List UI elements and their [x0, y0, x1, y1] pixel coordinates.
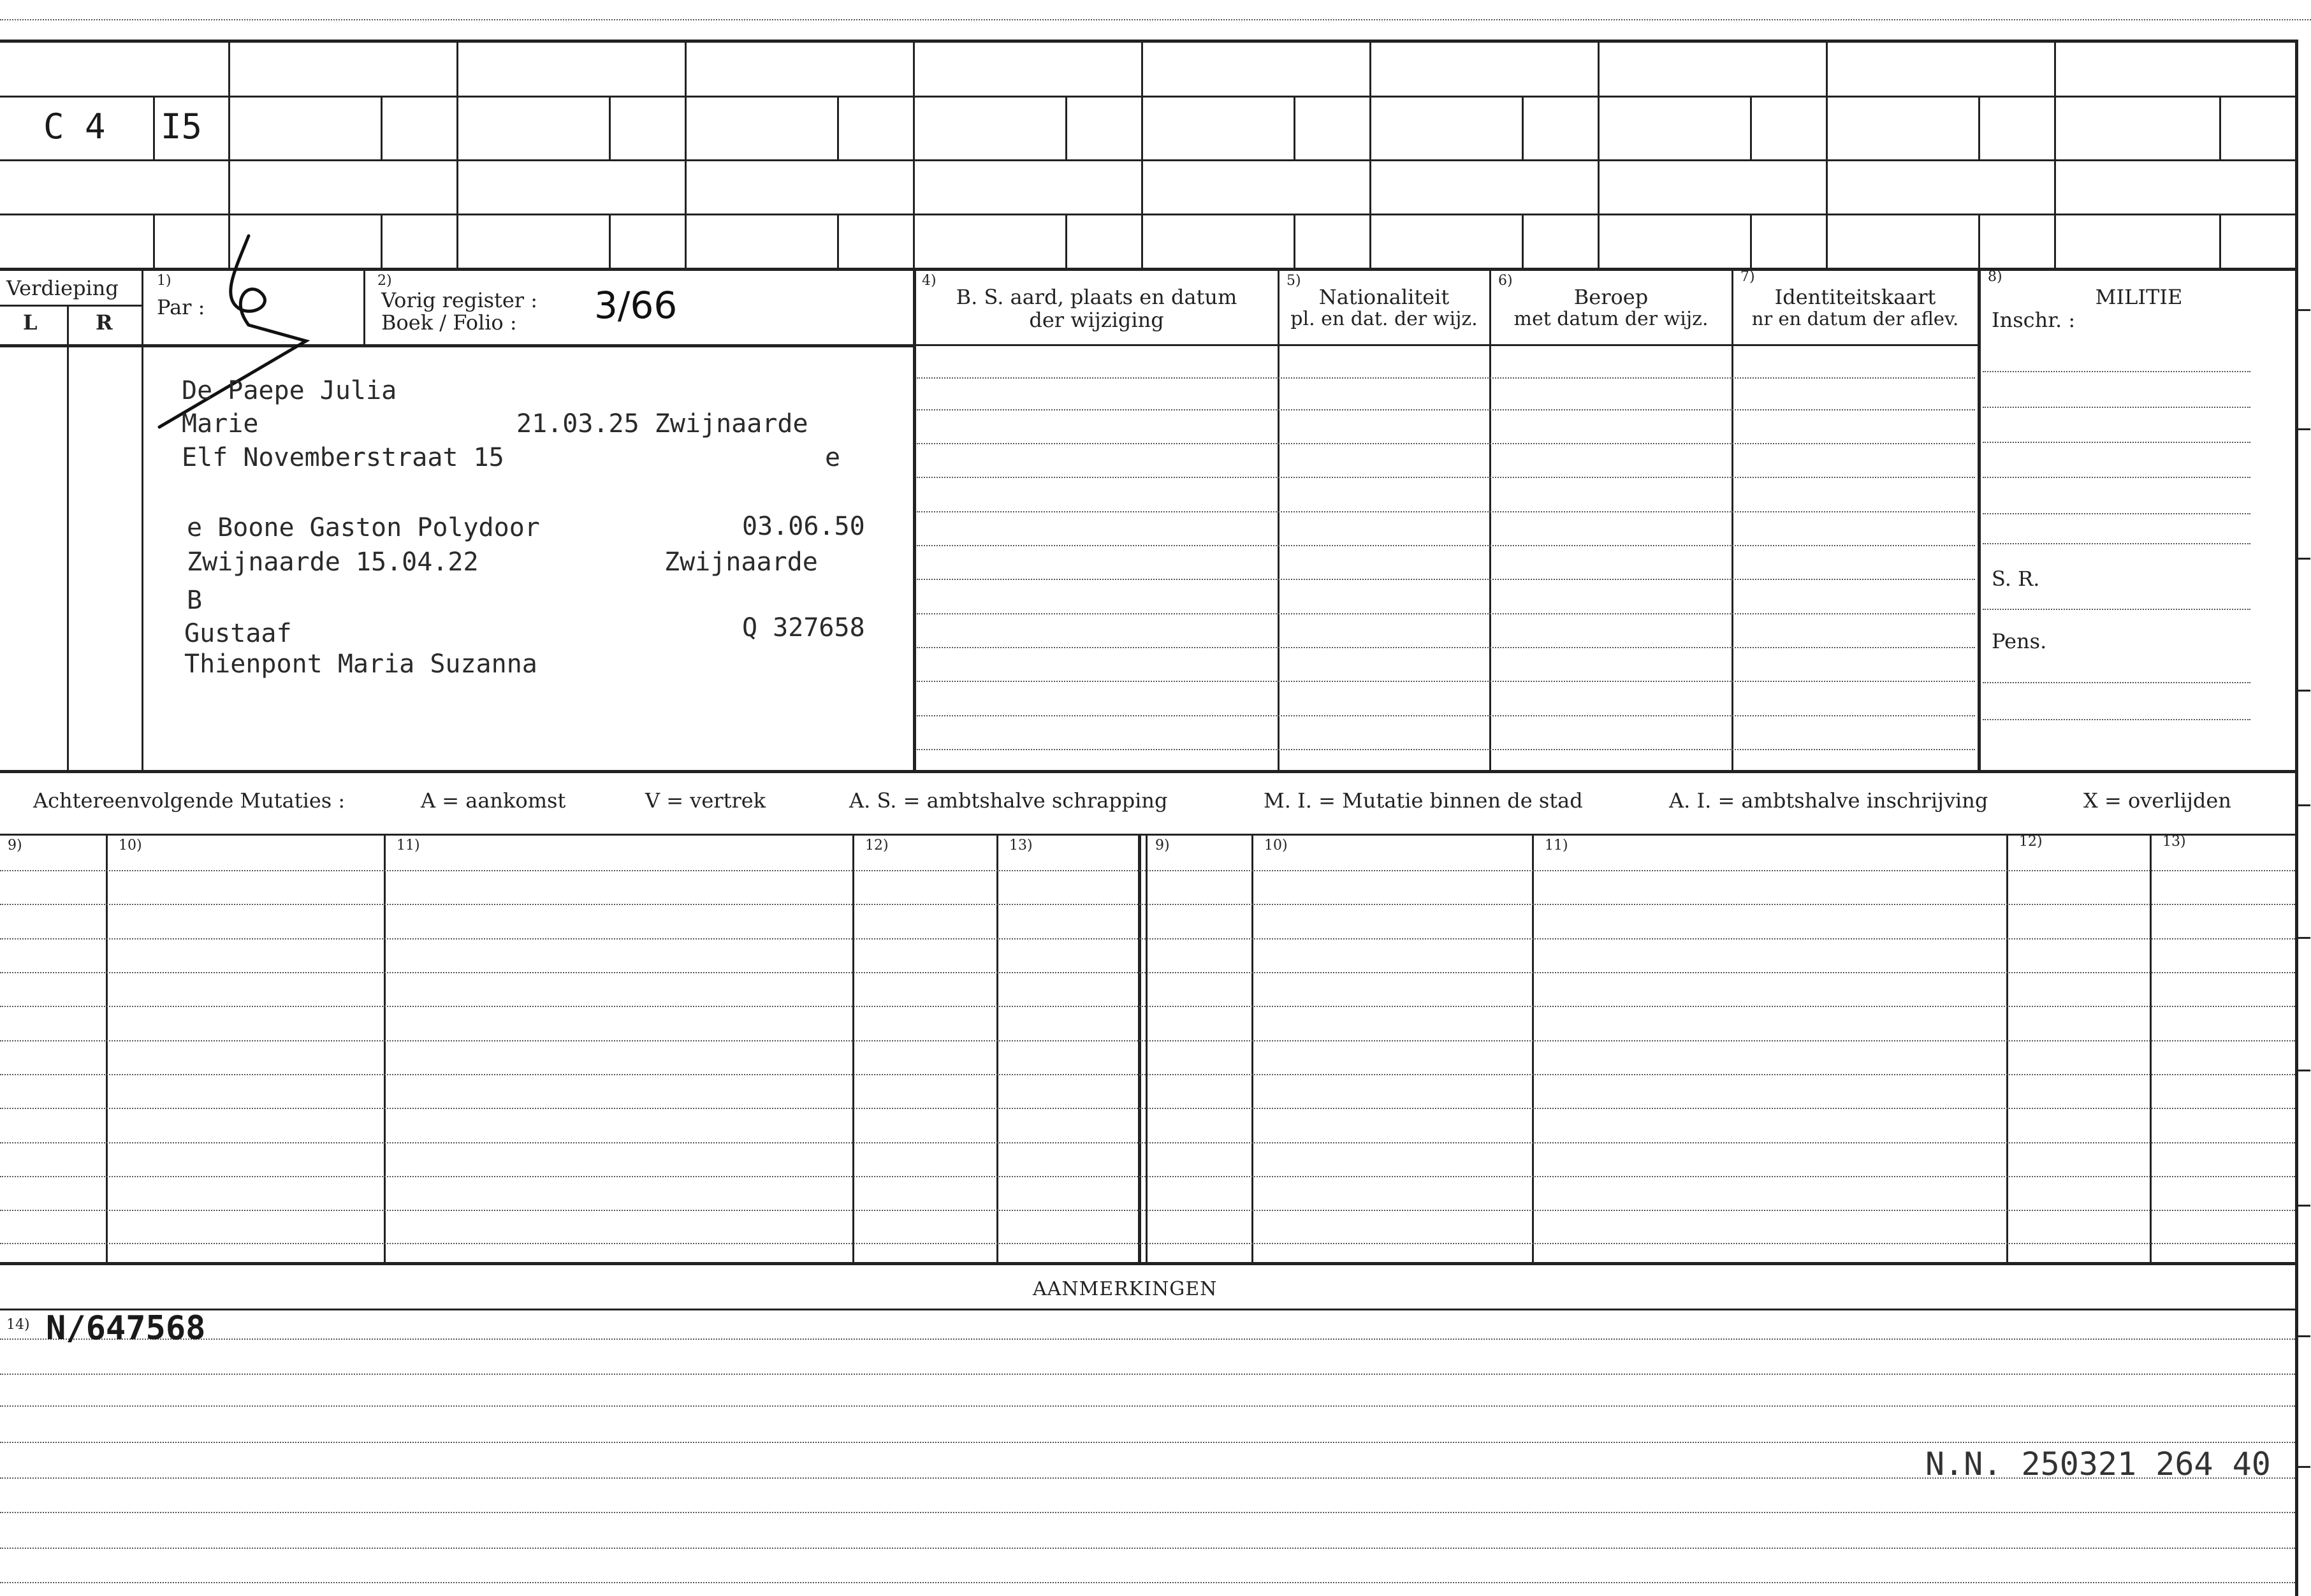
- person-second-name: Marie: [182, 409, 259, 439]
- entry-line: [917, 579, 1975, 580]
- top-grid-subline: [1750, 214, 1752, 268]
- top-grid-line: [0, 96, 2295, 98]
- mutaties-vline: [852, 834, 854, 1262]
- nationaliteit-label-2: pl. en dat. der wijz.: [1290, 308, 1478, 330]
- top-grid-subline: [1978, 96, 1980, 159]
- top-grid-subline: [609, 96, 611, 159]
- mutaties-vline: [2006, 834, 2008, 1262]
- top-grid-subline: [2219, 214, 2221, 268]
- lr-divider: [67, 305, 69, 770]
- mutatie-col-9: 9): [8, 838, 22, 853]
- identiteitskaart-label-1: Identiteitskaart: [1774, 285, 1936, 309]
- top-grid-subline: [1065, 96, 1067, 159]
- edge-tick: [2298, 804, 2310, 806]
- legend-vertrek: V = vertrek: [645, 788, 766, 813]
- mutaties-vline: [384, 834, 386, 1262]
- spouse-birth: Zwijnaarde 15.04.22: [187, 548, 479, 577]
- edge-tick: [2298, 937, 2310, 939]
- person-birth: 21.03.25 Zwijnaarde: [516, 409, 808, 439]
- militie-line: [1983, 513, 2250, 514]
- militie-line: [1983, 442, 2250, 443]
- mutaties-vline: [996, 834, 998, 1262]
- columns-header-line: [913, 344, 1979, 346]
- edge-tick: [2298, 428, 2310, 430]
- top-grid-subline: [381, 96, 383, 159]
- boek-folio-label: Boek / Folio :: [381, 310, 517, 335]
- mutatie-col-11-right: 11): [1545, 838, 1568, 853]
- mutaties-vline: [2150, 834, 2152, 1262]
- field-number-8: 8): [1988, 269, 2002, 285]
- militie-line: [1983, 682, 2250, 683]
- legend-ambtshalve-inschrijving: A. I. = ambtshalve inschrijving: [1669, 788, 1988, 813]
- mutatie-row-line: [0, 1176, 2295, 1177]
- top-grid-subline: [381, 214, 383, 268]
- mutatie-row-line: [0, 1210, 2295, 1211]
- top-grid-subline: [1294, 96, 1295, 159]
- mutatie-col-10: 10): [119, 838, 142, 853]
- mutatie-row-line: [0, 1108, 2295, 1109]
- top-grid-subline: [1522, 214, 1524, 268]
- par-label: Par :: [157, 295, 205, 319]
- field-number-1: 1): [157, 273, 171, 289]
- mutaties-center-line: [1146, 834, 1148, 1262]
- top-grid-subline: [1750, 96, 1752, 159]
- edge-tick: [2298, 1466, 2310, 1468]
- sr-label: S. R.: [1992, 567, 2040, 591]
- mutatie-row-line: [0, 1040, 2295, 1041]
- pens-label: Pens.: [1992, 629, 2047, 653]
- mutaties-bottom-line: [0, 1262, 2295, 1265]
- entry-line: [917, 681, 1975, 682]
- mutaties-vline: [1532, 834, 1534, 1262]
- militie-line: [1983, 543, 2250, 544]
- marriage-date: 03.06.50: [742, 512, 865, 541]
- top-grid-border: [0, 268, 2295, 271]
- mutatie-col-13: 13): [1009, 838, 1033, 853]
- col8-border: [1978, 268, 1981, 770]
- remark-line: [0, 1442, 2295, 1443]
- top-grid-subline: [609, 214, 611, 268]
- bs-label-1: B. S. aard, plaats en datum: [956, 285, 1237, 309]
- col6-border: [1489, 268, 1491, 770]
- field-number-4: 4): [922, 273, 937, 289]
- identity-number: Q 327658: [742, 613, 865, 642]
- top-grid-vline: [913, 40, 915, 268]
- col7-border: [1731, 268, 1733, 770]
- legend-ambtshalve-schrapping: A. S. = ambtshalve schrapping: [849, 788, 1168, 813]
- field-number-6: 6): [1498, 273, 1513, 289]
- top-grid-subline: [153, 96, 155, 159]
- mutaties-vline: [1251, 834, 1253, 1262]
- edge-tick: [2298, 1335, 2310, 1337]
- verdieping-label: Verdieping: [6, 276, 119, 300]
- mutaties-title: Achtereenvolgende Mutaties :: [33, 788, 346, 813]
- entry-line: [917, 377, 1975, 379]
- mutatie-col-13-right: 13): [2162, 834, 2186, 850]
- mutatie-row-line: [0, 972, 2295, 973]
- top-grid-line: [0, 159, 2295, 161]
- inschr-label: Inschr. :: [1992, 308, 2076, 332]
- remark-line: [0, 1582, 2295, 1583]
- mutaties-center-line: [1138, 834, 1141, 1262]
- edge-tick: [2298, 1070, 2310, 1071]
- top-grid-subline: [1294, 214, 1295, 268]
- entry-line: [917, 443, 1975, 444]
- father-name: Gustaaf: [184, 619, 292, 648]
- top-grid-line: [0, 214, 2295, 215]
- top-grid-vline: [1141, 40, 1143, 268]
- entry-line: [917, 477, 1975, 478]
- top-grid-subline: [837, 96, 839, 159]
- remark-line: [0, 1512, 2295, 1513]
- mutatie-row-line: [0, 1142, 2295, 1143]
- remark-line: [0, 1374, 2295, 1375]
- militie-line: [1983, 477, 2250, 478]
- field-number-2: 2): [377, 273, 392, 289]
- aanmerkingen-title: AANMERKINGEN: [1033, 1278, 1218, 1300]
- bs-label-2: der wijziging: [1029, 308, 1164, 332]
- entry-line: [917, 545, 1975, 546]
- mutaties-vline: [106, 834, 108, 1262]
- top-grid-subline: [1522, 96, 1524, 159]
- entry-line: [917, 647, 1975, 648]
- record-bottom-line: [0, 770, 2295, 773]
- mutatie-row-line: [0, 1243, 2295, 1244]
- person-mark: e: [825, 443, 841, 472]
- mutaties-top-line: [0, 834, 2295, 836]
- verdieping-underline: [0, 305, 143, 307]
- militie-line: [1983, 371, 2250, 372]
- edge-tick: [2298, 690, 2310, 692]
- entry-line: [917, 715, 1975, 716]
- remark-line: [0, 1338, 2295, 1340]
- par-right-border: [363, 268, 365, 344]
- col-l-label: L: [23, 310, 38, 335]
- mutatie-col-9-right: 9): [1155, 838, 1170, 853]
- entry-line: [917, 749, 1975, 750]
- person-address: Elf Novemberstraat 15: [182, 443, 504, 472]
- entry-line: [917, 409, 1975, 410]
- person-surname-given: De Paepe Julia: [182, 376, 397, 405]
- edge-tick: [2298, 309, 2310, 311]
- top-grid-border: [0, 40, 2295, 43]
- remark-number: N/647568: [46, 1309, 206, 1347]
- nationaliteit-label-1: Nationaliteit: [1318, 285, 1450, 309]
- register-code: C 4: [43, 106, 106, 147]
- mutatie-col-12-right: 12): [2019, 834, 2043, 850]
- militie-line: [1983, 719, 2250, 720]
- entry-line: [917, 511, 1975, 512]
- militie-line: [1983, 407, 2250, 408]
- mutatie-col-11: 11): [397, 838, 420, 853]
- marriage-place: Zwijnaarde: [664, 548, 818, 577]
- top-grid-subline: [2219, 96, 2221, 159]
- vorig-register-label: Vorig register :: [381, 288, 538, 312]
- militie-label: MILITIE: [2095, 285, 2183, 309]
- top-grid-vline: [1369, 40, 1371, 268]
- right-border: [2295, 40, 2298, 1596]
- top-grid-vline: [2054, 40, 2056, 268]
- header-bottom-line: [0, 344, 915, 347]
- spouse-name: e Boone Gaston Polydoor: [187, 513, 540, 542]
- col5-border: [1278, 268, 1279, 770]
- top-grid-subline: [1065, 214, 1067, 268]
- beroep-label-2: met datum der wijz.: [1513, 308, 1709, 330]
- verdieping-right-border: [142, 268, 143, 770]
- legend-mutatie-stad: M. I. = Mutatie binnen de stad: [1264, 788, 1583, 813]
- register-number: I5: [161, 106, 203, 147]
- field-number-14: 14): [6, 1317, 30, 1333]
- mutatie-row-line: [0, 904, 2295, 905]
- mutatie-col-12: 12): [865, 838, 889, 853]
- edge-tick: [2298, 558, 2310, 560]
- legend-overlijden: X = overlijden: [2083, 788, 2231, 813]
- militie-line: [1983, 609, 2250, 610]
- aanmerkingen-line: [0, 1309, 2295, 1310]
- top-grid-vline: [685, 40, 687, 268]
- top-grid-subline: [837, 214, 839, 268]
- remark-line: [0, 1548, 2295, 1549]
- field-number-5: 5): [1287, 273, 1301, 289]
- status-letter: B: [187, 586, 203, 615]
- vorig-register-value: 3/66: [594, 284, 678, 327]
- top-grid-vline: [1826, 40, 1828, 268]
- identiteitskaart-label-2: nr en datum der aflev.: [1751, 308, 1959, 330]
- beroep-label-1: Beroep: [1573, 285, 1649, 309]
- mutatie-row-line: [0, 870, 2295, 871]
- legend-aankomst: A = aankomst: [421, 788, 566, 813]
- col-r-label: R: [96, 310, 113, 335]
- entry-line: [917, 613, 1975, 614]
- mutatie-row-line: [0, 1006, 2295, 1007]
- top-grid-vline: [1598, 40, 1600, 268]
- mutatie-row-line: [0, 938, 2295, 939]
- mother-name: Thienpont Maria Suzanna: [184, 649, 537, 679]
- identity-right-border: [913, 268, 916, 770]
- mutatie-col-10-right: 10): [1264, 838, 1288, 853]
- scan-edge-line: [0, 19, 2311, 20]
- remark-line: [0, 1405, 2295, 1407]
- mutatie-row-line: [0, 1074, 2295, 1075]
- field-number-7: 7): [1740, 269, 1755, 285]
- top-grid-vline: [456, 40, 458, 268]
- edge-tick: [2298, 1205, 2310, 1207]
- top-grid-subline: [1978, 214, 1980, 268]
- national-number: N.N. 250321 264 40: [1925, 1446, 2271, 1483]
